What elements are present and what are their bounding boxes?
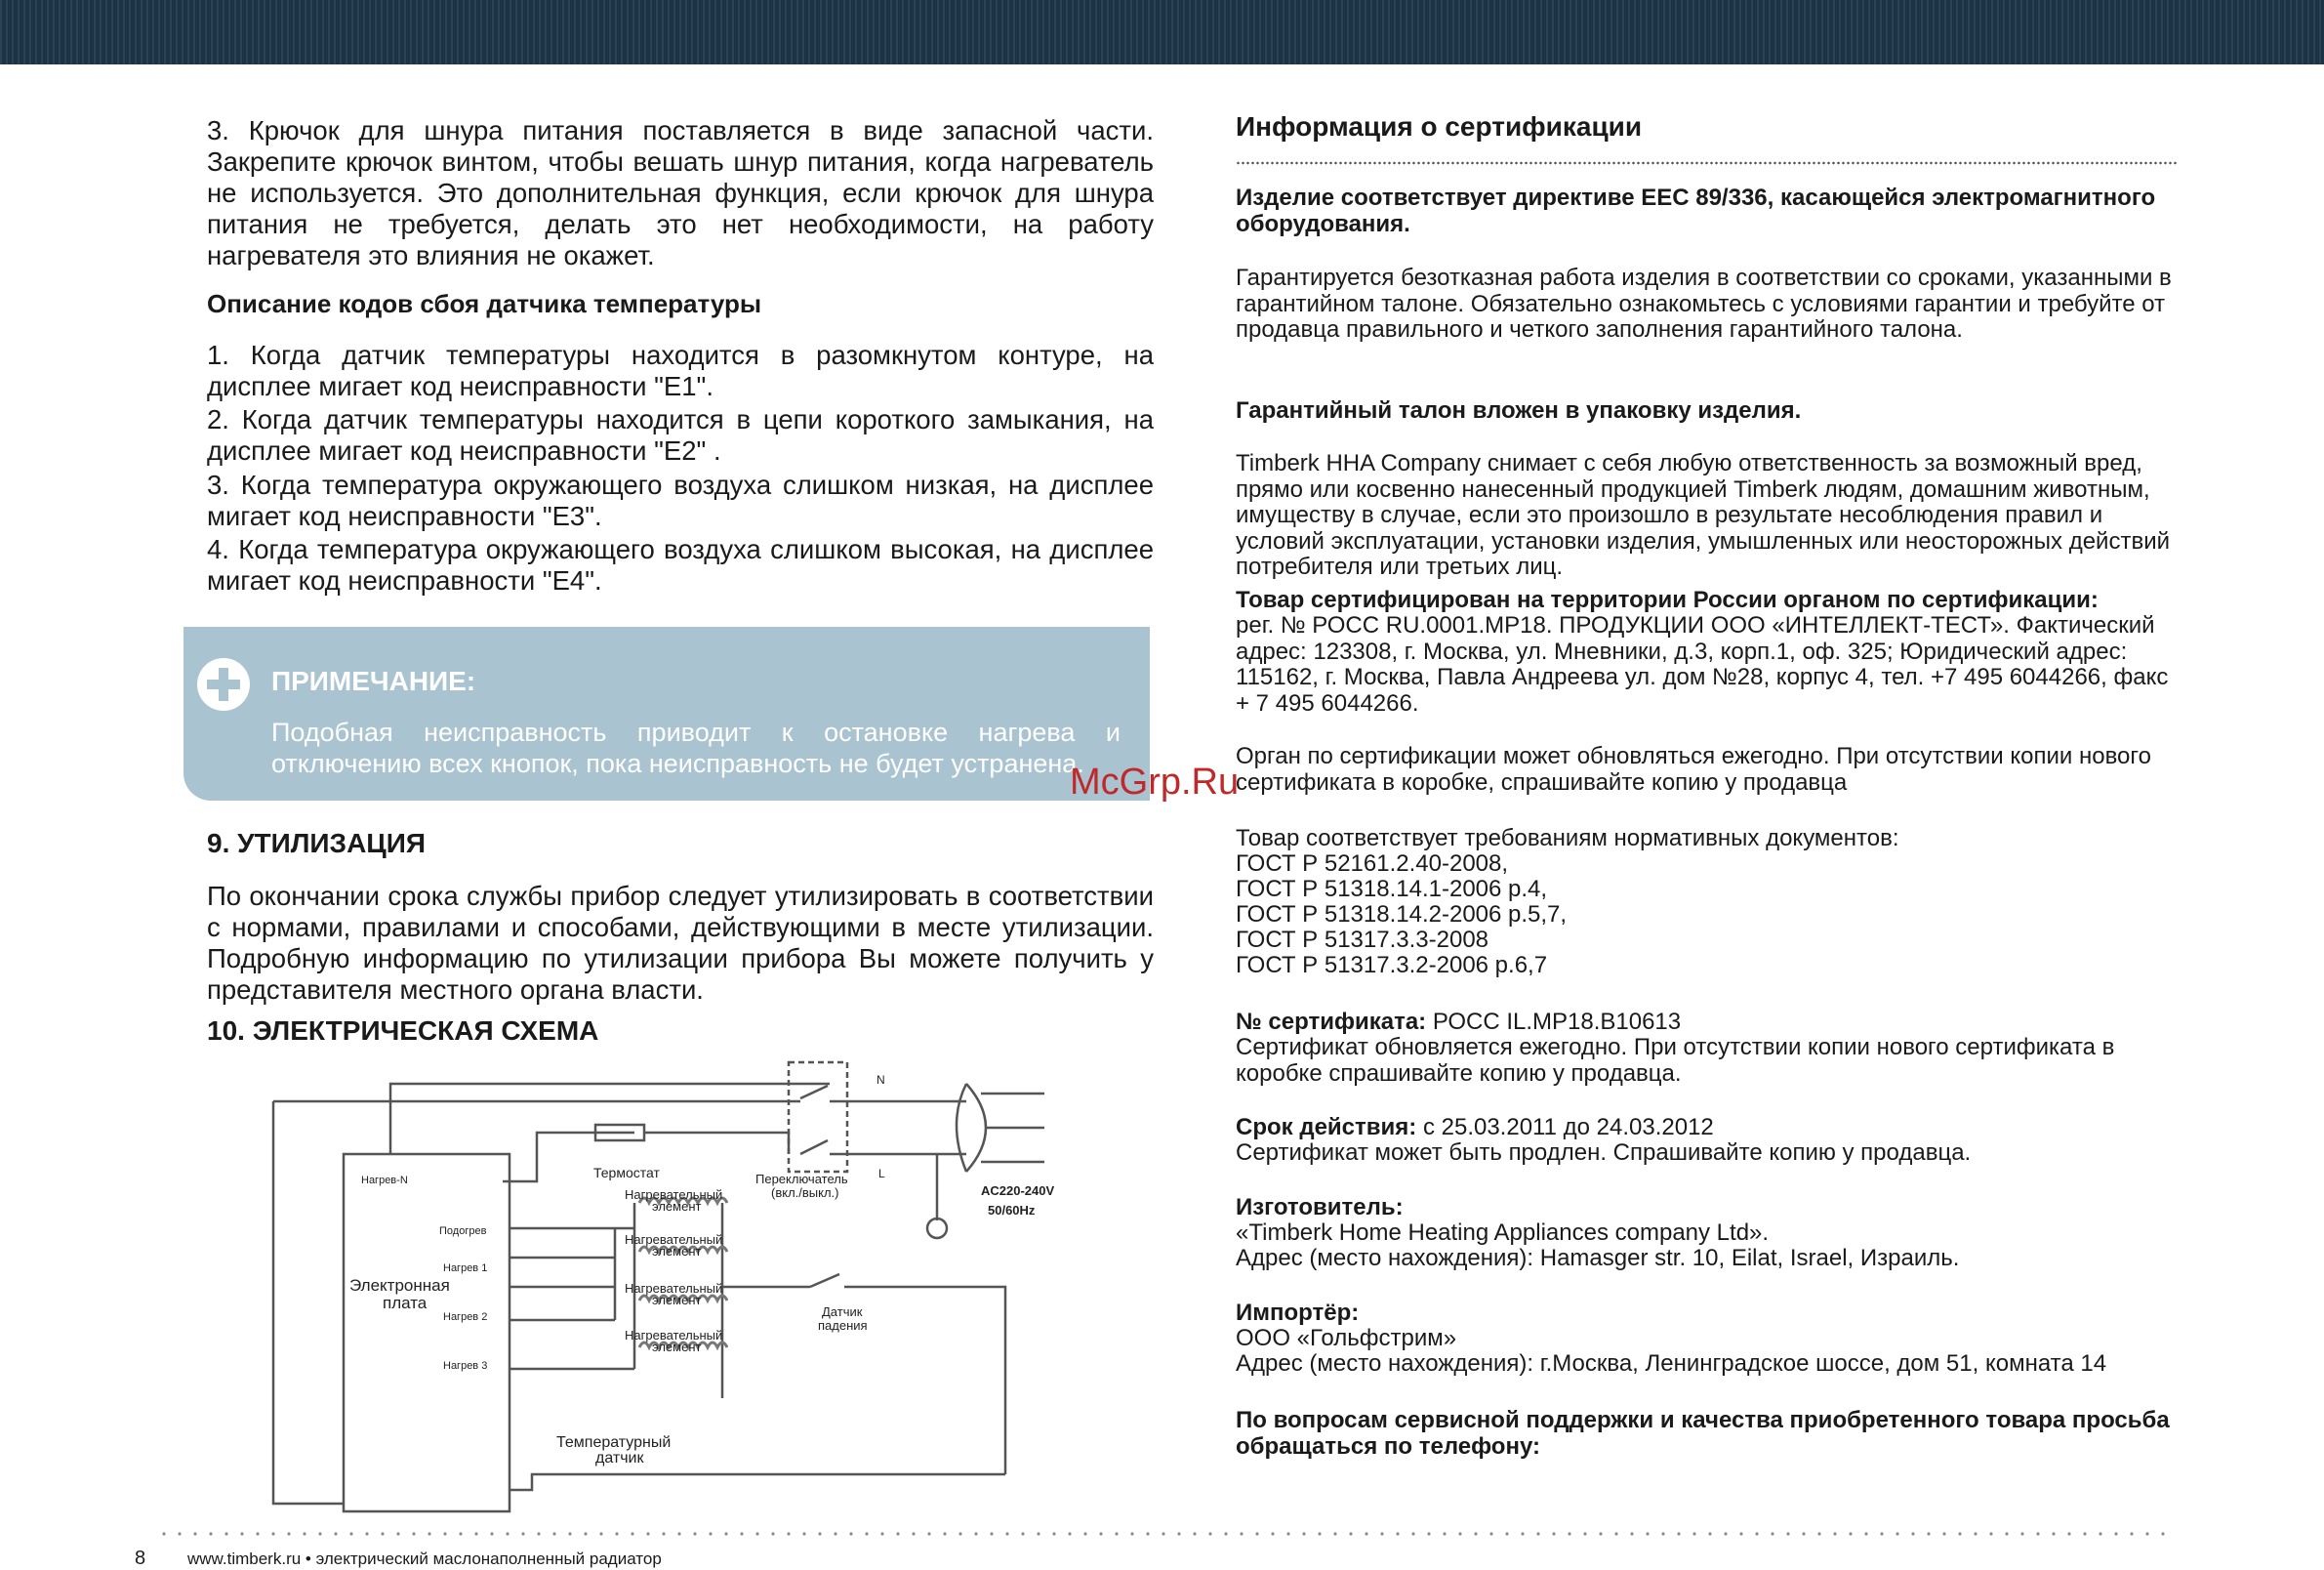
certified-body: рег. № РОСС RU.0001.МР18. ПРОДУКЦИИ ООО «ИНТЕЛЛЕКТ-ТЕСТ». Фактический адрес: 123308, г. Москва, ул. Мневники, д.3, корп.1, оф. 325; Юридический адрес: 115162, г. Москва, Павла Андреева ул. дом №28, корпус 4, тел. +7 495 6044266, факс + 7 495 6044266. bbox=[1236, 612, 2169, 717]
label-temp-sensor-2: датчик bbox=[595, 1450, 644, 1467]
norm-item: ГОСТ Р 51317.3.2-2006 р.6,7 bbox=[1236, 952, 1548, 978]
error-code-e3: 3. Когда температура окружающего воздуха слишком низкая, на дисплее мигает код неисправности "E3". bbox=[207, 470, 1154, 531]
norm-item: ГОСТ Р 51318.14.1-2006 р.4, bbox=[1236, 876, 1548, 902]
label-temp-sensor-1: Температурный bbox=[556, 1434, 672, 1451]
manufacturer-address: Адрес (место нахождения): Hamasger str. 10, Eilat, Israel, Израиль. bbox=[1236, 1245, 1960, 1271]
error-code-e1: 1. Когда датчик температуры находится в разомкнутом контуре, на дисплее мигает код неисправности "E1". bbox=[207, 340, 1154, 401]
support-text: По вопросам сервисной поддержки и качества приобретенного товара просьба обращаться по телефону: bbox=[1236, 1407, 2170, 1460]
error-code-e4: 4. Когда температура окружающего воздуха слишком высокая, на дисплее мигает код неисправности "E4". bbox=[207, 534, 1154, 596]
label-heater-3a: Нагревательный bbox=[625, 1281, 723, 1296]
label-heater-2b: элемент bbox=[652, 1244, 702, 1259]
directive-text: Изделие соответствует директиве EEC 89/336, касающейся электромагнитного оборудования. bbox=[1236, 185, 2156, 237]
error-code-e2: 2. Когда датчик температуры находится в цепи короткого замыкания, на дисплее мигает код неисправности "E2" . bbox=[207, 404, 1154, 466]
page-number: 8 bbox=[135, 1548, 146, 1569]
certificate-note: Сертификат обновляется ежегодно. При отсутствии копии нового сертификата в коробке спрашивайте копию у продавца. bbox=[1236, 1034, 2115, 1087]
note-box bbox=[183, 627, 1150, 801]
title-divider bbox=[1236, 160, 2179, 166]
label-l: L bbox=[878, 1167, 885, 1180]
manufacturer-label: Изготовитель: bbox=[1236, 1194, 1404, 1220]
label-nagrev-1: Нагрев 1 bbox=[443, 1262, 488, 1274]
label-tilt-2: падения bbox=[818, 1318, 868, 1333]
section-9-text: По окончании срока службы прибор следует утилизировать в соответствии с нормами, правилами и способами, действующими в месте утилизации. Подробную информацию по утилизации прибора Вы можете получить у представителя местного органа власти. bbox=[207, 881, 1154, 1005]
footer-text: www.timberk.ru • электрический маслонаполненный радиатор bbox=[187, 1549, 662, 1568]
manufacturer-name: «Timberk Home Heating Appliances company Ltd». bbox=[1236, 1219, 1770, 1246]
note-text: Подобная неисправность приводит к остановке нагрева и отключению всех кнопок, пока неисправность не будет устранена. bbox=[271, 718, 1121, 778]
label-heater-4b: элемент bbox=[652, 1340, 702, 1354]
certificate-number bbox=[1236, 1010, 2179, 1036]
footer-divider bbox=[156, 1531, 2177, 1537]
section-10-title: 10. ЭЛЕКТРИЧЕСКАЯ СХЕМА bbox=[207, 1015, 599, 1046]
hook-paragraph: 3. Крючок для шнура питания поставляется в виде запасной части. Закрепите крючок винтом, чтобы вешать шнур питания, когда нагреватель не используется. Это дополнительная функция, если крючок для шнура питания не требуется, делать это нет необходимости, на работу нагревателя это влияния не окажет. bbox=[207, 115, 1154, 270]
norms-intro: Товар соответствует требованиям нормативных документов: bbox=[1236, 825, 1899, 851]
validity bbox=[1236, 1115, 2179, 1141]
label-nagrev-n: Нагрев-N bbox=[361, 1175, 408, 1186]
label-supply-1: AC220-240V bbox=[981, 1183, 1055, 1198]
label-board-1: Электронная bbox=[349, 1276, 450, 1295]
label-thermostat: Термостат bbox=[593, 1165, 660, 1180]
label-n: N bbox=[877, 1073, 885, 1087]
norm-item: ГОСТ Р 51318.14.2-2006 р.5,7, bbox=[1236, 901, 1568, 928]
label-heater-2a: Нагревательный bbox=[625, 1232, 723, 1247]
label-nagrev-3: Нагрев 3 bbox=[443, 1360, 488, 1372]
liability-text: Timberk HHA Company снимает с себя любую ответственность за возможный вред, прямо или косвенно нанесенный продукцией Timberk людям, домашним животным, имуществу в случае, если это произошло в результате несоблюдения правил и условий эксплуатации, установки изделия, умышленных или неосторожных действий потребителя или третьих лиц. bbox=[1236, 450, 2170, 580]
importer-address: Адрес (место нахождения): г.Москва, Ленинградское шоссе, дом 51, комната 14 bbox=[1236, 1350, 2107, 1377]
certification-title: Информация о сертификации bbox=[1236, 111, 1643, 142]
wiring-diagram bbox=[264, 1045, 1064, 1513]
plus-icon bbox=[197, 658, 250, 711]
note-title: ПРИМЕЧАНИЕ: bbox=[271, 666, 476, 696]
label-heater-1a: Нагревательный bbox=[625, 1187, 723, 1202]
label-nagrev-2: Нагрев 2 bbox=[443, 1311, 488, 1323]
label-heater-3b: элемент bbox=[652, 1293, 702, 1307]
guarantee-text: Гарантируется безотказная работа изделия в соответствии со сроками, указанными в гарантийном талоне. Обязательно ознакомьтесь с условиями гарантии и требуйте от продавца правильного и четкого заполнения гарантийного талона. bbox=[1236, 265, 2172, 343]
error-codes-heading: Описание кодов сбоя датчика температуры bbox=[207, 289, 762, 318]
norm-item: ГОСТ Р 51317.3.3-2008 bbox=[1236, 927, 1489, 953]
norm-item: ГОСТ Р 52161.2.40-2008, bbox=[1236, 850, 1509, 877]
label-tilt-1: Датчик bbox=[822, 1304, 863, 1319]
organ-note: Орган по сертификации может обновляться ежегодно. При отсутствии копии нового сертификата в коробке, спрашивайте копию у продавца bbox=[1236, 743, 2151, 796]
electronic-board bbox=[344, 1154, 510, 1511]
label-podogrev: Подогрев bbox=[439, 1225, 487, 1237]
label-switch-2: (вкл./выкл.) bbox=[771, 1185, 839, 1200]
section-9-title: 9. УТИЛИЗАЦИЯ bbox=[207, 828, 427, 858]
certified-heading: Товар сертифицирован на территории России органом по сертификации: bbox=[1236, 587, 2099, 613]
label-heater-1b: элемент bbox=[652, 1199, 702, 1214]
validity-note: Сертификат может быть продлен. Спрашивайте копию у продавца. bbox=[1236, 1139, 1972, 1166]
validity-label: Срок действия: bbox=[1236, 1114, 1417, 1140]
importer-name: ООО «Гольфстрим» bbox=[1236, 1325, 1457, 1351]
watermark: McGrp.Ru bbox=[1070, 762, 1240, 803]
validity-value: с 25.03.2011 до 24.03.2012 bbox=[1416, 1114, 1714, 1140]
warranty-card-text: Гарантийный талон вложен в упаковку изделия. bbox=[1236, 397, 1802, 424]
label-heater-4a: Нагревательный bbox=[625, 1328, 723, 1343]
label-supply-2: 50/60Hz bbox=[988, 1203, 1036, 1218]
cert-label: № сертификата: bbox=[1236, 1009, 1427, 1035]
top-header-bar bbox=[0, 0, 2324, 64]
importer-label: Импортёр: bbox=[1236, 1300, 1360, 1326]
cert-value: РОСС IL.МР18.В10613 bbox=[1426, 1009, 1682, 1035]
label-switch-1: Переключатель bbox=[755, 1172, 848, 1186]
label-board-2: плата bbox=[383, 1294, 428, 1312]
